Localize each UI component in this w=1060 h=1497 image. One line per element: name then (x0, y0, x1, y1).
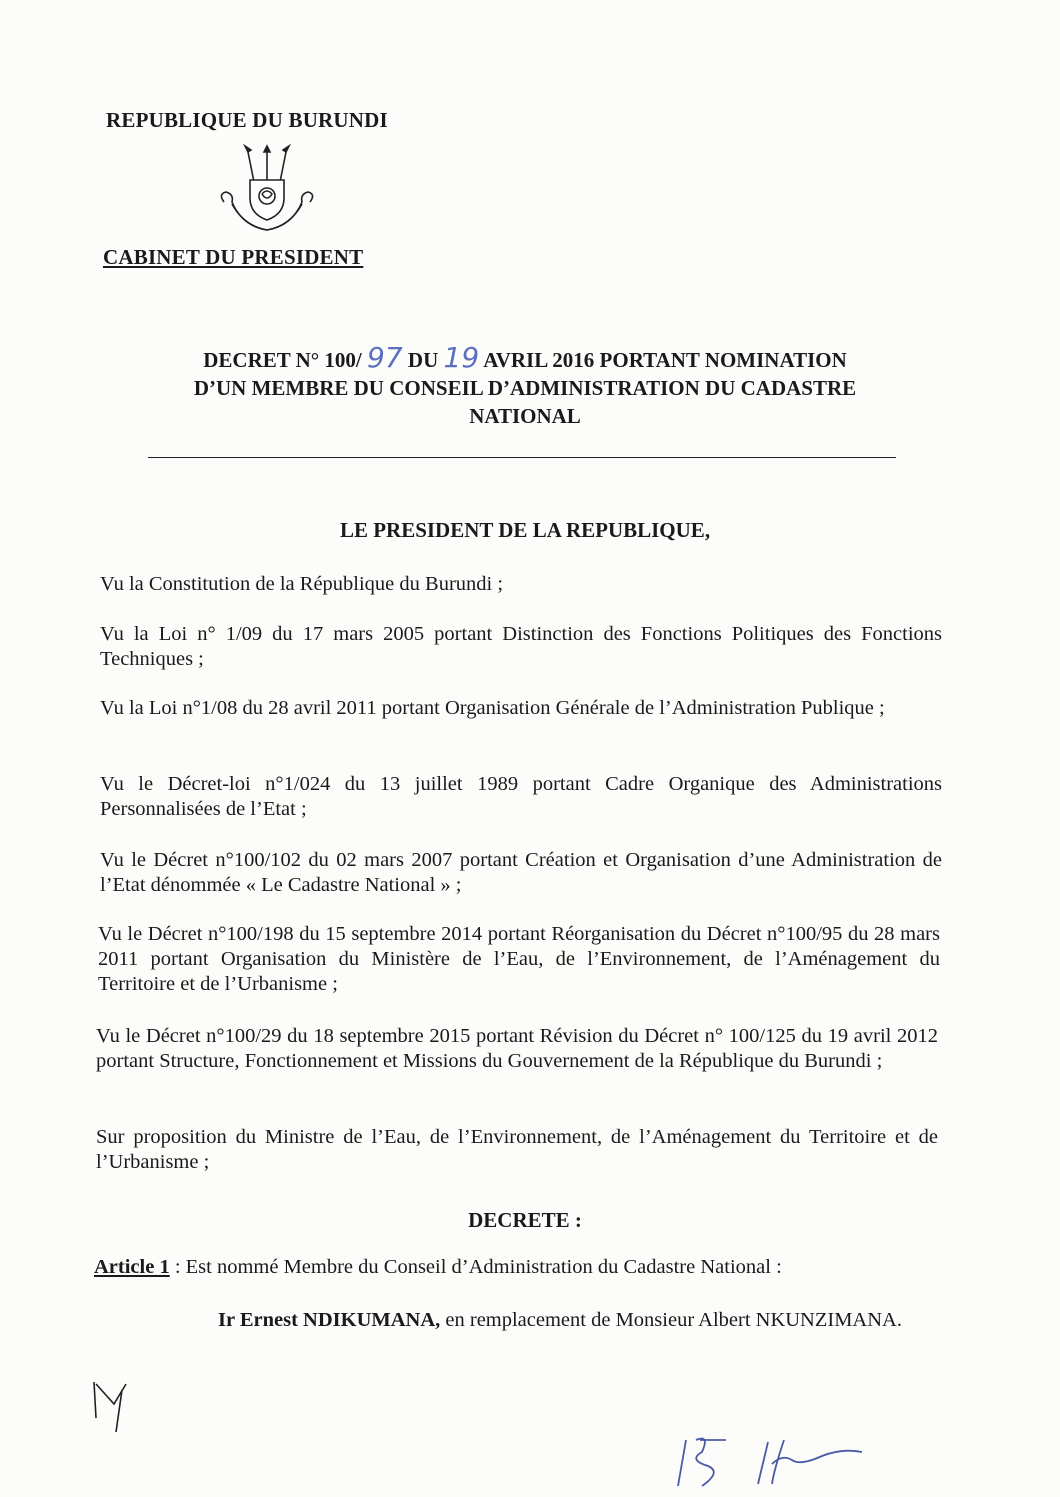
decree-title-line3: NATIONAL (469, 404, 581, 428)
consideration-proposition-ministre: Sur proposition du Ministre de l’Eau, de l’Environnement, de l’Aménagement du Territoire et de l’Urbanisme ; (96, 1126, 938, 1173)
appointee-name: Ir Ernest NDIKUMANA, (218, 1309, 441, 1331)
decree-number-prefix: DECRET N° 100/ (203, 348, 362, 372)
title-rule (148, 457, 896, 458)
handwritten-signature (672, 1420, 872, 1490)
consideration-decret-100-198: Vu le Décret n°100/198 du 15 septembre 2014 portant Réorganisation du Décret n°100/95 du 28 mars 2011 portant Organisation du Ministère de l’Eau, de l’Environnement, de l’Aménagement du Territoire et de l’Urbanisme ; (98, 923, 940, 995)
coat-of-arms-emblem (212, 144, 322, 240)
consideration-decret-loi-1-024: Vu le Décret-loi n°1/024 du 13 juillet 1989 portant Cadre Organique des Administrations Personnalisées de l’Etat ; (100, 773, 942, 820)
republic-heading: REPUBLIQUE DU BURUNDI (106, 108, 388, 132)
consideration-loi-1-08: Vu la Loi n°1/08 du 28 avril 2011 portant Organisation Générale de l’Administration Publique ; (100, 697, 885, 719)
decree-title-line2: D’UN MEMBRE DU CONSEIL D’ADMINISTRATION DU CADASTRE (193, 376, 857, 400)
decree-title (120, 341, 930, 430)
handwritten-day: 19 (443, 341, 480, 374)
article-1 (94, 1255, 782, 1280)
article-1-label: Article 1 (94, 1256, 170, 1278)
consideration-decret-100-102: Vu le Décret n°100/102 du 02 mars 2007 portant Création et Organisation d’une Administration de l’Etat dénommée « Le Cadastre National » ; (100, 849, 942, 896)
consideration-loi-1-09: Vu la Loi n° 1/09 du 17 mars 2005 portant Distinction des Fonctions Politiques des Fonctions Techniques ; (100, 623, 942, 670)
appointee-replacement: en remplacement de Monsieur Albert NKUNZIMANA. (440, 1309, 902, 1331)
handwritten-initials-left (86, 1376, 136, 1436)
article-1-text: : Est nommé Membre du Conseil d’Administration du Cadastre National : (169, 1256, 782, 1278)
decrete-heading: DECRETE : (468, 1208, 582, 1232)
consideration-constitution: Vu la Constitution de la République du Burundi ; (100, 573, 504, 595)
cabinet-heading: CABINET DU PRESIDENT (103, 245, 364, 269)
decree-du: DU (407, 348, 439, 372)
decree-title-line1 (120, 341, 930, 374)
decree-title-line1-rest: AVRIL 2016 PORTANT NOMINATION (483, 348, 847, 372)
president-heading: LE PRESIDENT DE LA REPUBLIQUE, (339, 518, 711, 542)
consideration-decret-100-29: Vu le Décret n°100/29 du 18 septembre 2015 portant Révision du Décret n° 100/125 du 19 avril 2012 portant Structure, Fonctionnement et Missions du Gouvernement de la République du Burundi ; (96, 1025, 938, 1072)
article-1-appointee (218, 1308, 936, 1333)
handwritten-decree-number: 97 (367, 341, 403, 374)
